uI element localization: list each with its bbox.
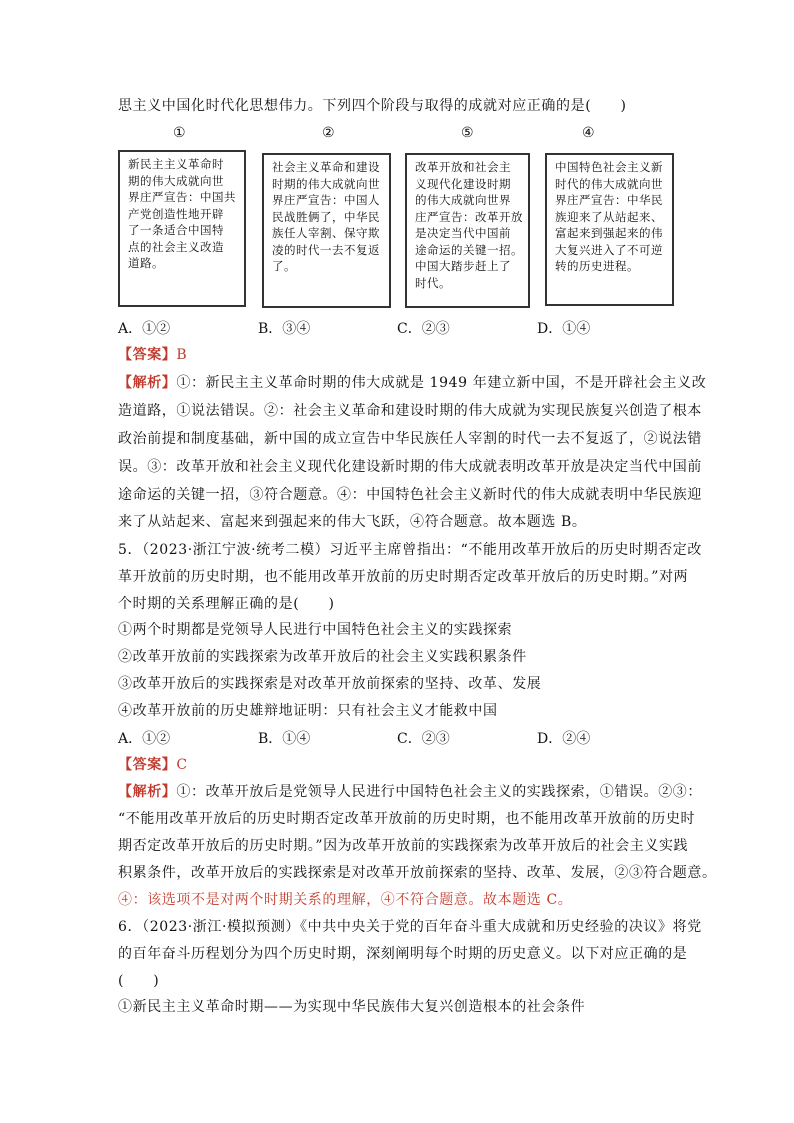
q4-option-d: D．①④ xyxy=(537,321,591,337)
q5-analysis-line-5: ④：该选项不是对两个时期关系的理解，④不符合题意。故本题选 C。 xyxy=(118,892,573,908)
q4-analysis-line-2: 造道路，①说法错误。②：社会主义革命和建设时期的伟大成就为实现民族复兴创造了根本 xyxy=(118,403,702,419)
q6-stem-line-3: ( ) xyxy=(118,973,160,989)
q5-analysis-line-1 xyxy=(118,782,702,802)
q5-analysis-line-2: “不能用改革开放后的历史时期否定改革开放前的历史时期，也不能用改革开放前的历史时 xyxy=(118,811,696,827)
box-marker-1: ① xyxy=(173,125,186,141)
q6-item-1: ①新民主主义革命时期——为实现中华民族伟大复兴创造根本的社会条件 xyxy=(118,999,586,1015)
q6-stem-line-2: 的百年奋斗历程划分为四个历史时期，深刻阐明每个时期的历史意义。以下对应正确的是 xyxy=(118,946,688,962)
q5-item-4: ④改革开放前的历史雄辩地证明：只有社会主义才能救中国 xyxy=(118,703,498,719)
box-marker-2: ② xyxy=(322,125,335,141)
analysis-text: ①：改革开放后是党领导人民进行中国特色社会主义的实践探索，①错误。②③： xyxy=(176,784,703,800)
answer-label: 【答案】 xyxy=(118,757,177,773)
q5-analysis-line-4: 积累条件，改革开放后的实践探索是对改革开放前探索的坚持、改革、发展，②③符合题意。 xyxy=(118,865,717,881)
analysis-text: ①：新民主主义革命时期的伟大成就是 1949 年建立新中国，不是开辟社会主义改 xyxy=(176,375,707,391)
analysis-label: 【解析】 xyxy=(118,784,177,800)
q5-stem-line-3: 个时期的关系理解正确的是( ) xyxy=(118,596,335,612)
q5-option-c: C．②③ xyxy=(397,731,450,747)
q5-item-2: ②改革开放前的实践探索为改革开放后的社会主义实践积累条件 xyxy=(118,649,527,665)
q4-option-a: A．①② xyxy=(118,321,171,337)
q5-option-d: D．②④ xyxy=(537,731,591,747)
q5-analysis-line-3: 期否定改革开放后的历史时期。”因为改革开放前的实践探索为改革开放后的社会主义实践 xyxy=(118,838,689,854)
q5-stem-line-1: 5．（2023·浙江宁波·统考二模）习近平主席曾指出：“不能用改革开放后的历史时期否定改 xyxy=(118,542,702,558)
q4-analysis-line-5: 途命运的关键一招，③符合题意。④：中国特色社会主义新时代的伟大成就表明中华民族迎 xyxy=(118,487,702,503)
box-marker-3: ⑤ xyxy=(461,125,474,141)
stage-box-4: 中国特色社会主义新 时代的伟大成就向世 界庄严宣告：中华民 族迎来了从站起来、 富起来到强起来的伟 大复兴进入了不可逆 转的历史进程。 xyxy=(545,153,674,306)
q6-stem-line-1: 6．（2023·浙江·模拟预测）《中共中央关于党的百年奋斗重大成就和历史经验的决议》将党 xyxy=(118,919,702,935)
q5-item-3: ③改革开放后的实践探索是对改革开放前探索的坚持、改革、发展 xyxy=(118,676,542,692)
q5-item-1: ①两个时期都是党领导人民进行中国特色社会主义的实践探索 xyxy=(118,622,513,638)
box-marker-4: ④ xyxy=(582,125,595,141)
q4-analysis-line-3: 政治前提和制度基础，新中国的成立宣告中华民族任人宰割的时代一去不复返了，②说法错 xyxy=(118,431,702,447)
answer-value: B xyxy=(176,347,188,363)
q5-answer-row xyxy=(118,755,188,775)
q4-option-b: B．③④ xyxy=(258,321,311,337)
answer-value: C xyxy=(176,757,188,773)
stage-box-3: 改革开放和社会主 义现代化建设时期 的伟大成就向世界 庄严宣告：改革开放 是决定当代中国前 途命运的关键一招。 中国大踏步赶上了 时代。 xyxy=(405,153,530,308)
q4-option-c: C．②③ xyxy=(397,321,450,337)
q4-analysis-line-4: 误。③：改革开放和社会主义现代化建设新时期的伟大成就表明改革开放是决定当代中国前 xyxy=(118,459,702,475)
analysis-label: 【解析】 xyxy=(118,375,177,391)
q4-analysis-line-6: 来了从站起来、富起来到强起来的伟大飞跃，④符合题意。故本题选 B。 xyxy=(118,514,587,530)
q5-option-b: B．①④ xyxy=(258,731,311,747)
stage-box-2: 社会主义革命和建设 时期的伟大成就向世 界庄严宣告：中国人 民战胜俩了，中华民 族任人宰割、保守欺 凌的时代一去不复返 了。 xyxy=(262,153,391,308)
q5-stem-line-2: 革开放前的历史时期，也不能用改革开放前的历史时期否定改革开放后的历史时期。”对两 xyxy=(118,569,689,585)
q4-stem: 思主义中国化时代化思想伟力。下列四个阶段与取得的成就对应正确的是( ) xyxy=(118,98,627,114)
q4-answer-row xyxy=(118,345,187,365)
q4-analysis-line-1 xyxy=(118,373,706,393)
q5-option-a: A．①② xyxy=(118,731,171,747)
answer-label: 【答案】 xyxy=(118,347,177,363)
stage-box-1: 新民主主义革命时 期的伟大成就向世 界庄严宣告：中国共 产党创造性地开辟 了一条适合中国特 点的社会主义改造 道路。 xyxy=(118,150,246,307)
